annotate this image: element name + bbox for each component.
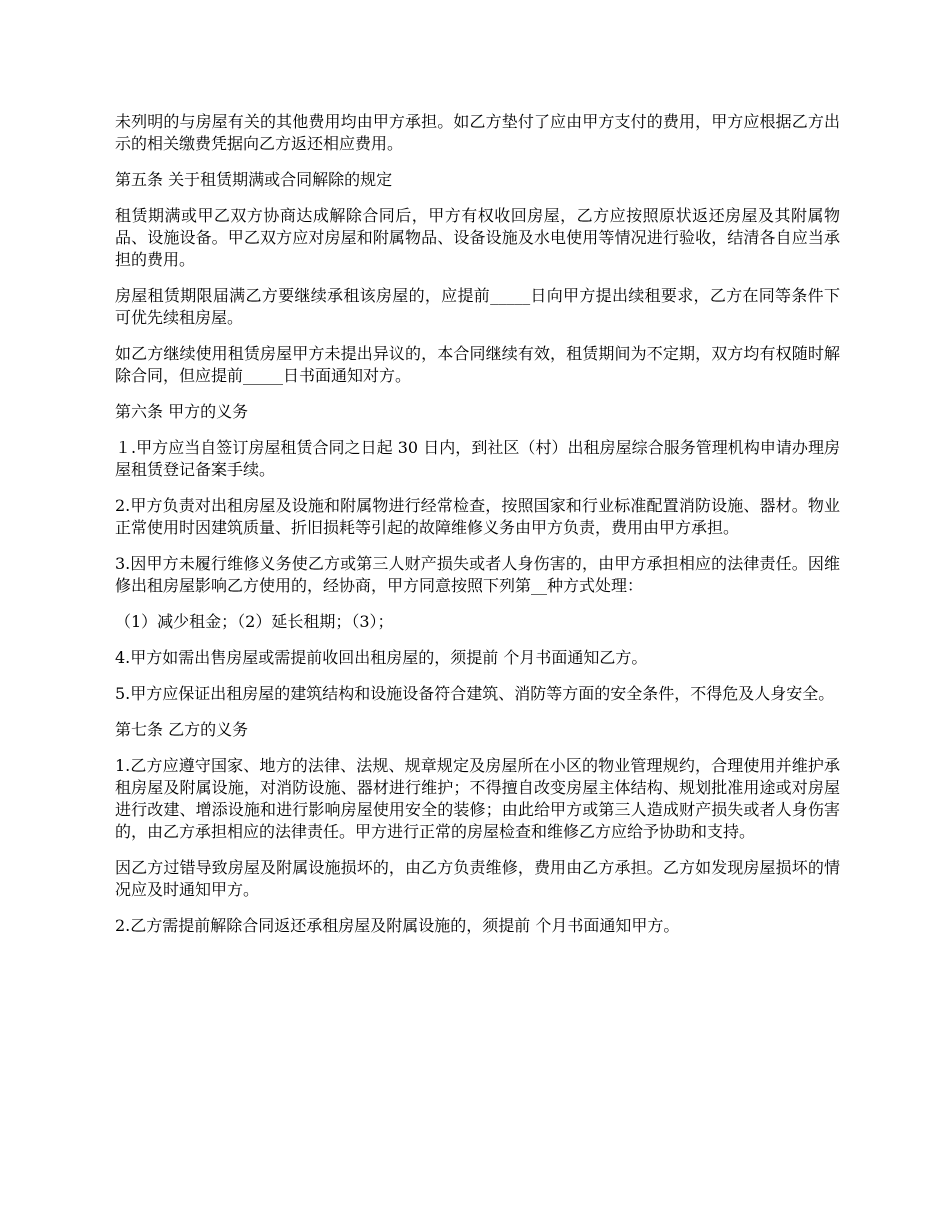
- party-a-duty-3: 3.因甲方未履行维修义务使乙方或第三人财产损失或者人身伤害的，由甲方承担相应的法律责任。因维修出租房屋影响乙方使用的，经协商，甲方同意按照下列第__种方式处理：: [115, 554, 840, 595]
- paragraph-lease-end: 租赁期满或甲乙双方协商达成解除合同后，甲方有权收回房屋，乙方应按照原状返还房屋及其附属物品、设施设备。甲乙双方应对房屋和附属物品、设备设施及水电使用等情况进行验收，结清各自应当承担的费用。: [115, 206, 840, 269]
- article-6-heading: 第六条 甲方的义务: [115, 402, 249, 421]
- party-a-duty-1: １.甲方应当自签订房屋租赁合同之日起 30 日内，到社区（村）出租房屋综合服务管理机构申请办理房屋租赁登记备案手续。: [115, 438, 840, 479]
- article-5-heading: 第五条 关于租赁期满或合同解除的规定: [115, 170, 393, 189]
- paragraph-continued-use: 如乙方继续使用租赁房屋甲方未提出异议的，本合同继续有效，租赁期间为不定期，双方均有权随时解除合同，但应提前_____日书面通知对方。: [115, 344, 840, 385]
- party-a-duty-2: 2.甲方负责对出租房屋及设施和附属物进行经常检查，按照国家和行业标准配置消防设施、器材。物业正常使用时因建筑质量、折旧损耗等引起的故障维修义务由甲方负责，费用由甲方承担。: [115, 496, 840, 537]
- party-b-duty-2: 2.乙方需提前解除合同返还承租房屋及附属设施的，须提前 个月书面通知甲方。: [115, 916, 680, 935]
- document-body: [115, 111, 840, 951]
- party-a-duty-3-options: （1）减少租金；（2）延长租期；（3）；: [115, 612, 394, 631]
- party-a-duty-4: 4.甲方如需出售房屋或需提前收回出租房屋的，须提前 个月书面通知乙方。: [115, 648, 648, 667]
- article-7-heading: 第七条 乙方的义务: [115, 720, 249, 739]
- party-b-duty-1: 1.乙方应遵守国家、地方的法律、法规、规章规定及房屋所在小区的物业管理规约，合理使用并维护承租房屋及附属设施，对消防设施、器材进行维护；不得擅自改变房屋主体结构、规划批准用途或对房屋进行改建、增添设施和进行影响房屋使用安全的装修；由此给甲方或第三人造成财产损失或者人身伤害的，由乙方承担相应的法律责任。甲方进行正常的房屋检查和维修乙方应给予协助和支持。: [115, 756, 840, 841]
- paragraph-fees: 未列明的与房屋有关的其他费用均由甲方承担。如乙方垫付了应由甲方支付的费用，甲方应根据乙方出示的相关缴费凭据向乙方返还相应费用。: [115, 112, 840, 153]
- party-b-damage-clause: 因乙方过错导致房屋及附属设施损坏的，由乙方负责维修，费用由乙方承担。乙方如发现房屋损坏的情况应及时通知甲方。: [115, 858, 840, 899]
- party-a-duty-5: 5.甲方应保证出租房屋的建筑结构和设施设备符合建筑、消防等方面的安全条件，不得危及人身安全。: [115, 684, 835, 703]
- paragraph-renewal: 房屋租赁期限届满乙方要继续承租该房屋的，应提前_____日向甲方提出续租要求，乙方在同等条件下可优先续租房屋。: [115, 286, 840, 327]
